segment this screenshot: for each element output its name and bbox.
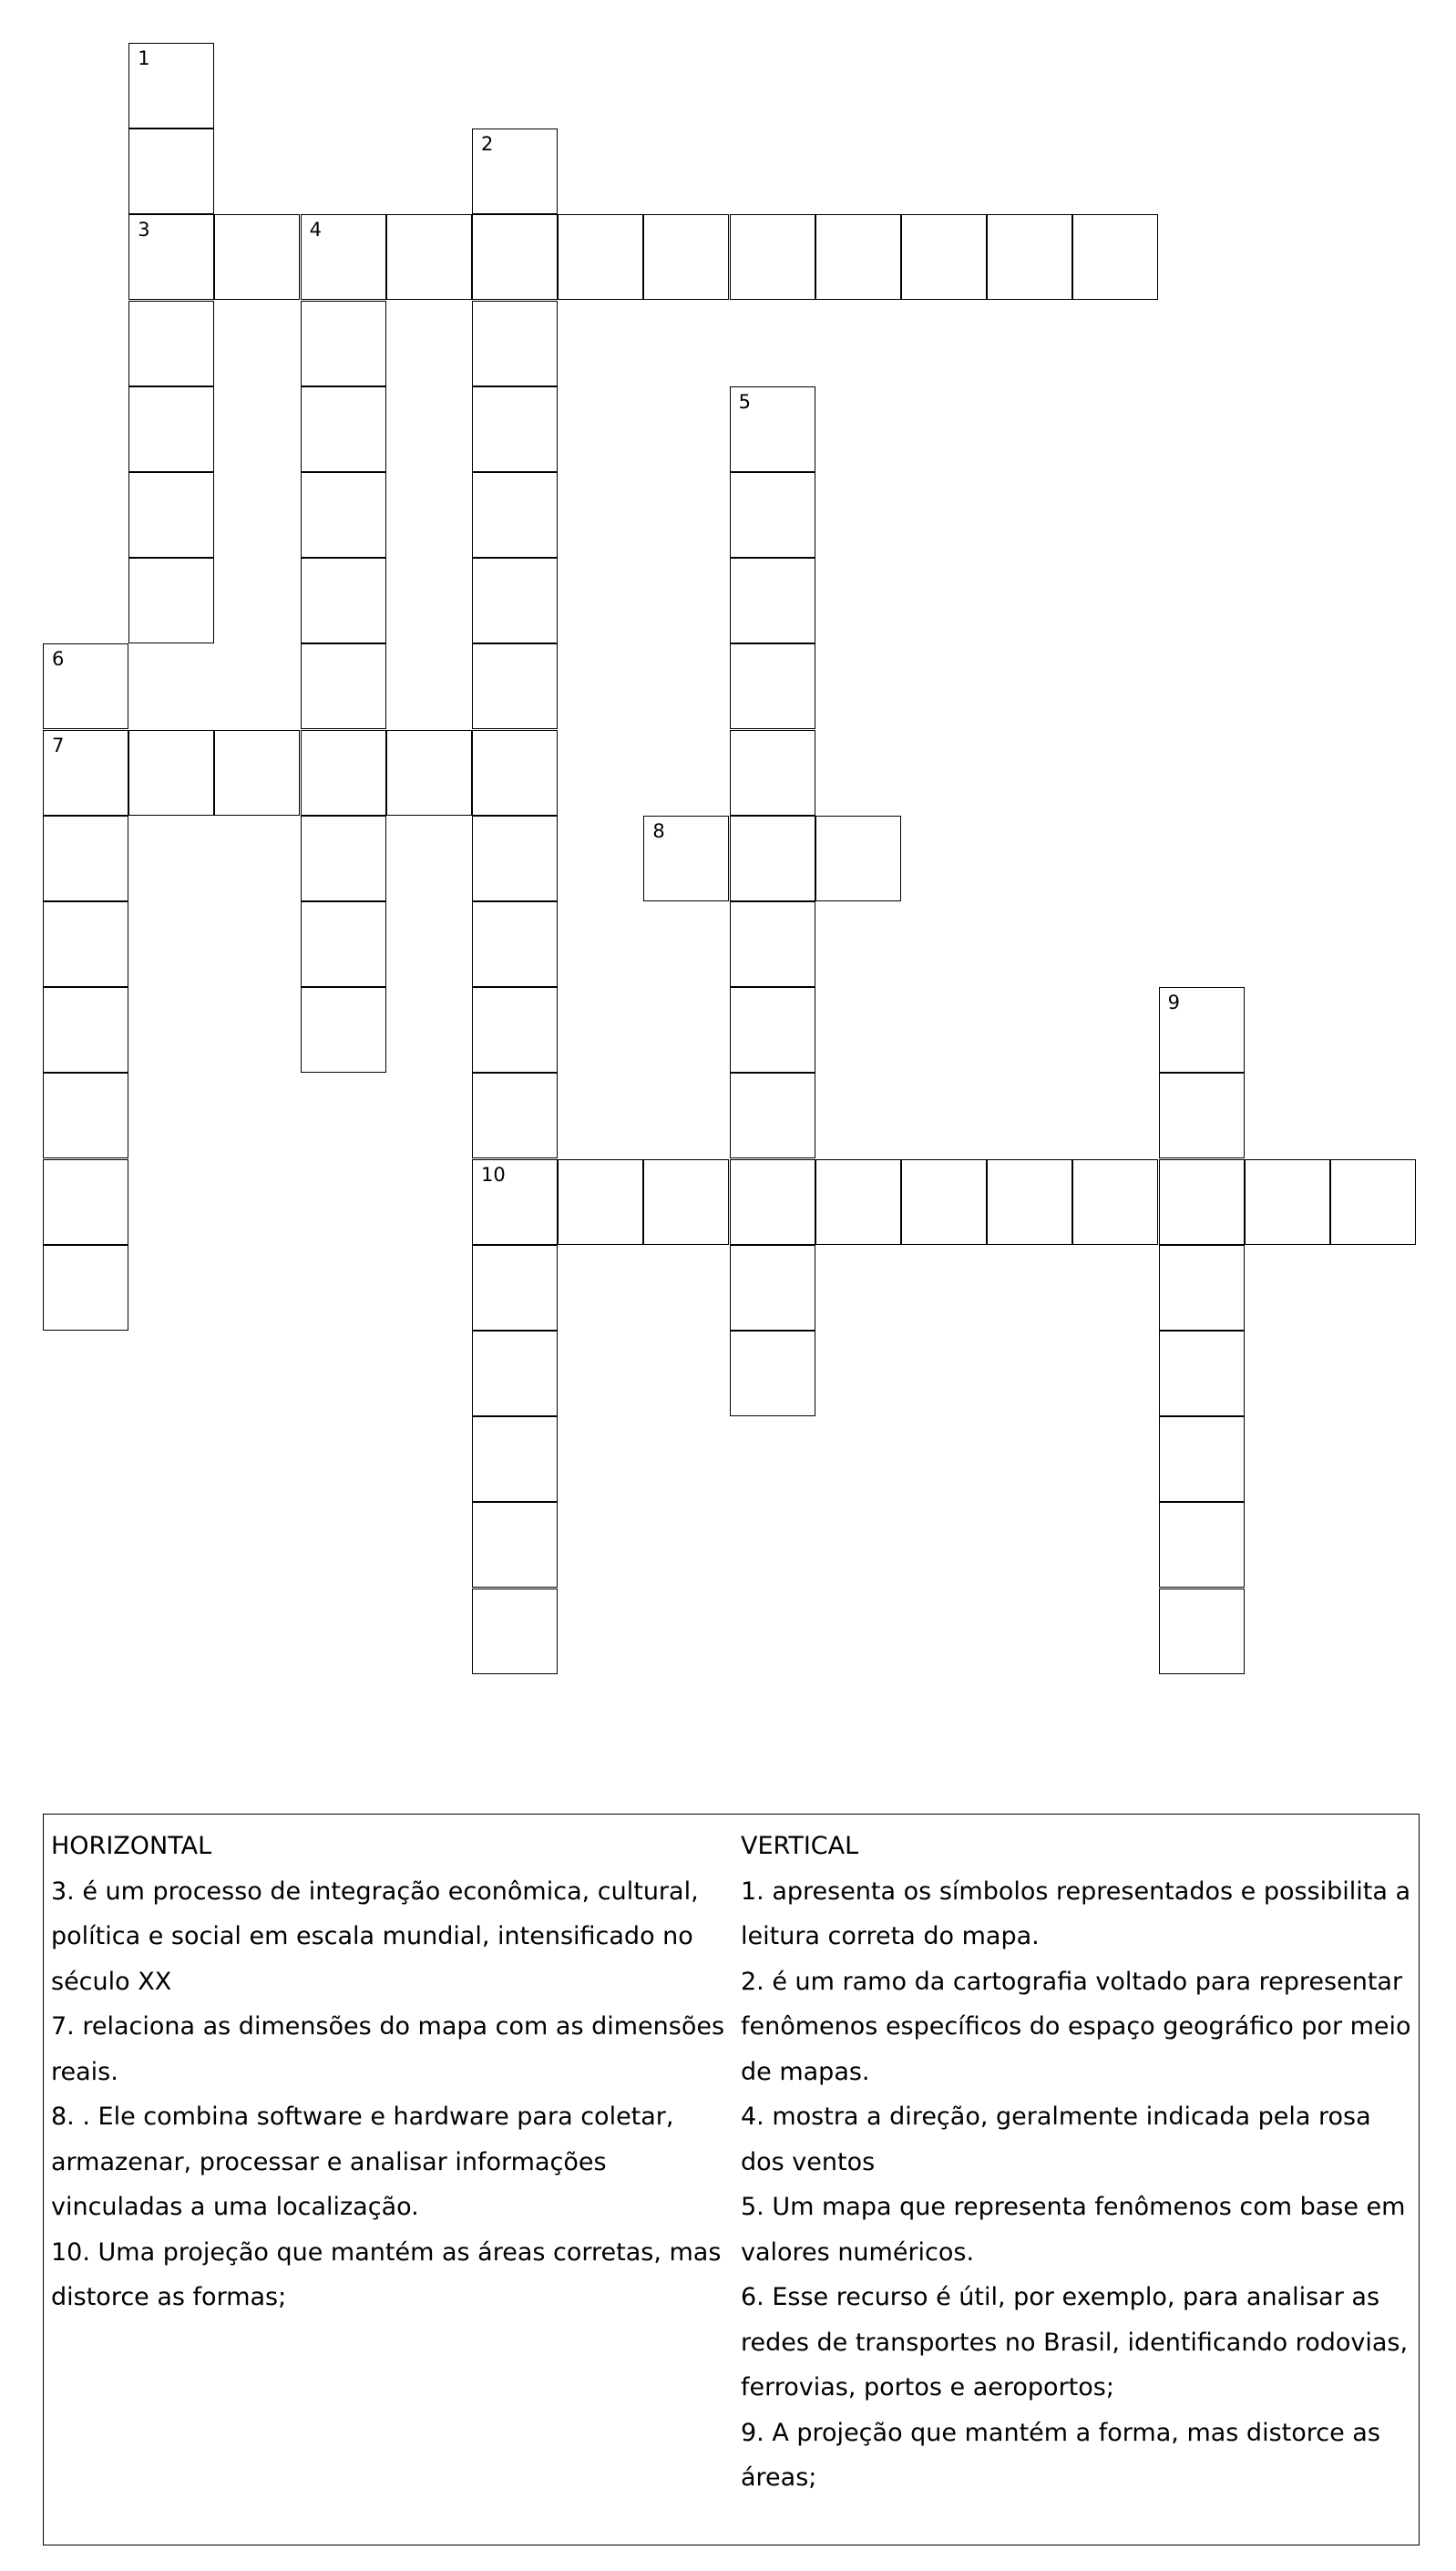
horizontal-clue-line: 10. Uma projeção que mantém as áreas corretas, mas: [51, 2237, 722, 2267]
crossword-cell[interactable]: [472, 901, 558, 987]
crossword-cell[interactable]: [214, 730, 300, 816]
horizontal-clue-line: reais.: [51, 2057, 118, 2086]
crossword-cell[interactable]: [43, 901, 128, 987]
crossword-cell[interactable]: [730, 1159, 815, 1245]
crossword-cell[interactable]: [901, 214, 987, 300]
crossword-cell[interactable]: [815, 816, 901, 901]
crossword-cell[interactable]: [1159, 1245, 1245, 1331]
vertical-heading: VERTICAL: [741, 1832, 859, 1860]
crossword-cell[interactable]: [730, 1331, 815, 1416]
crossword-cell[interactable]: [472, 1502, 558, 1588]
clue-number: 9: [1167, 992, 1180, 1014]
crossword-cell[interactable]: [472, 1416, 558, 1502]
crossword-cell[interactable]: [987, 1159, 1072, 1245]
horizontal-clue-line: política e social em escala mundial, intensificado no: [51, 1922, 693, 1950]
crossword-cell[interactable]: [643, 1159, 729, 1245]
clue-box: [43, 1814, 1420, 2545]
crossword-cell[interactable]: [1159, 1416, 1245, 1502]
crossword-cell[interactable]: [472, 1159, 558, 1245]
crossword-cell[interactable]: [301, 386, 386, 472]
horizontal-clue-line: vinculadas a uma localização.: [51, 2193, 419, 2221]
horizontal-clue-line: armazenar, processar e analisar informações: [51, 2147, 607, 2176]
crossword-cell[interactable]: [43, 987, 128, 1073]
crossword-cell[interactable]: [43, 1073, 128, 1158]
crossword-cell[interactable]: [1159, 1073, 1245, 1158]
crossword-cell[interactable]: [472, 816, 558, 901]
crossword-cell[interactable]: [128, 43, 214, 129]
vertical-clue-line: 4. mostra a direção, geralmente indicada pela rosa: [741, 2103, 1371, 2131]
crossword-cell[interactable]: [43, 730, 128, 816]
horizontal-heading: HORIZONTAL: [51, 1832, 212, 1860]
crossword-cell[interactable]: [301, 730, 386, 816]
crossword-cell[interactable]: [558, 214, 643, 300]
vertical-clue-line: 5. Um mapa que representa fenômenos com base em: [741, 2193, 1406, 2221]
crossword-cell[interactable]: [730, 1073, 815, 1158]
crossword-cell[interactable]: [1072, 214, 1158, 300]
clue-number: 4: [309, 219, 322, 242]
vertical-clue-line: áreas;: [741, 2463, 817, 2492]
crossword-cell[interactable]: [730, 1245, 815, 1331]
vertical-clue-line: 9. A projeção que mantém a forma, mas distorce as: [741, 2418, 1380, 2447]
horizontal-clues: [51, 1824, 729, 2320]
horizontal-clue-line: 7. relaciona as dimensões do mapa com as dimensões: [51, 2012, 725, 2041]
crossword-cell[interactable]: [558, 1159, 643, 1245]
crossword-cell[interactable]: [128, 730, 214, 816]
crossword-cell[interactable]: [730, 472, 815, 558]
vertical-clue-line: redes de transportes no Brasil, identificando rodovias,: [741, 2328, 1409, 2357]
crossword-cell[interactable]: [643, 214, 729, 300]
crossword-cell[interactable]: [1159, 1159, 1245, 1245]
crossword-cell[interactable]: [472, 214, 558, 300]
crossword-cell[interactable]: [987, 214, 1072, 300]
crossword-cell[interactable]: [472, 386, 558, 472]
crossword-cell[interactable]: [43, 1159, 128, 1245]
crossword-cell[interactable]: [815, 1159, 901, 1245]
vertical-clue-line: valores numéricos.: [741, 2237, 975, 2267]
crossword-cell[interactable]: [730, 558, 815, 643]
crossword-cell[interactable]: [1159, 1502, 1245, 1588]
crossword-cell[interactable]: [301, 643, 386, 729]
crossword-cell[interactable]: [730, 214, 815, 300]
crossword-cell[interactable]: [301, 558, 386, 643]
crossword-cell[interactable]: [1159, 1589, 1245, 1674]
clue-number: 10: [481, 1163, 506, 1186]
clue-number: 3: [138, 219, 150, 242]
clue-number: 8: [652, 819, 665, 842]
horizontal-clue-line: 8. . Ele combina software e hardware para coletar,: [51, 2103, 674, 2131]
crossword-cell[interactable]: [1330, 1159, 1416, 1245]
horizontal-clue-line: 3. é um processo de integração econômica, cultural,: [51, 1877, 699, 1906]
horizontal-clue-line: século XX: [51, 1967, 172, 1996]
crossword-cell[interactable]: [43, 816, 128, 901]
crossword-cell[interactable]: [643, 816, 729, 901]
crossword-cell[interactable]: [472, 730, 558, 816]
crossword-cell[interactable]: [128, 558, 214, 643]
crossword-cell[interactable]: [472, 1589, 558, 1674]
vertical-clue-line: leitura correta do mapa.: [741, 1922, 1040, 1950]
crossword-cell[interactable]: [301, 987, 386, 1073]
crossword-cell[interactable]: [1159, 987, 1245, 1073]
crossword-cell[interactable]: [901, 1159, 987, 1245]
crossword-cell[interactable]: [472, 558, 558, 643]
crossword-cell[interactable]: [128, 472, 214, 558]
crossword-cell[interactable]: [301, 901, 386, 987]
vertical-clues: [741, 1824, 1415, 2501]
vertical-clue-line: 1. apresenta os símbolos representados e possibilita a: [741, 1877, 1411, 1906]
crossword-cell[interactable]: [472, 1073, 558, 1158]
clue-number: 5: [738, 390, 751, 413]
crossword-cell[interactable]: [1159, 1331, 1245, 1416]
crossword-cell[interactable]: [472, 301, 558, 386]
crossword-cell[interactable]: [43, 1245, 128, 1331]
vertical-clue-line: 6. Esse recurso é útil, por exemplo, para analisar as: [741, 2283, 1380, 2311]
crossword-cell[interactable]: [730, 730, 815, 816]
crossword-cell[interactable]: [128, 214, 214, 300]
crossword-cell[interactable]: [128, 386, 214, 472]
crossword-cell[interactable]: [730, 901, 815, 987]
crossword-cell[interactable]: [730, 643, 815, 729]
crossword-cell[interactable]: [730, 386, 815, 472]
vertical-clue-line: dos ventos: [741, 2147, 876, 2176]
crossword-cell[interactable]: [815, 214, 901, 300]
horizontal-clue-line: distorce as formas;: [51, 2283, 287, 2311]
crossword-cell[interactable]: [1072, 1159, 1158, 1245]
crossword-cell[interactable]: [301, 301, 386, 386]
crossword-cell[interactable]: [472, 129, 558, 214]
crossword-cell[interactable]: [43, 643, 128, 729]
crossword-cell[interactable]: [472, 643, 558, 729]
crossword-cell[interactable]: [472, 472, 558, 558]
crossword-cell[interactable]: [730, 987, 815, 1073]
crossword-cell[interactable]: [128, 301, 214, 386]
vertical-clue-line: 2. é um ramo da cartografia voltado para representar: [741, 1967, 1403, 1996]
vertical-clue-line: fenômenos específicos do espaço geográfico por meio: [741, 2012, 1411, 2041]
crossword-cell[interactable]: [301, 472, 386, 558]
crossword-cell[interactable]: [472, 987, 558, 1073]
crossword-cell[interactable]: [301, 214, 386, 300]
crossword-cell[interactable]: [386, 730, 472, 816]
crossword-cell[interactable]: [730, 816, 815, 901]
vertical-clue-line: ferrovias, portos e aeroportos;: [741, 2373, 1114, 2401]
crossword-cell[interactable]: [472, 1245, 558, 1331]
crossword-cell[interactable]: [214, 214, 300, 300]
clue-number: 1: [138, 47, 150, 69]
crossword-cell[interactable]: [301, 816, 386, 901]
crossword-cell[interactable]: [1245, 1159, 1330, 1245]
vertical-clue-line: de mapas.: [741, 2057, 870, 2086]
crossword-cell[interactable]: [386, 214, 472, 300]
crossword-cell[interactable]: [472, 1331, 558, 1416]
clue-number: 7: [52, 734, 65, 756]
crossword-cell[interactable]: [128, 129, 214, 214]
clue-number: 2: [481, 133, 494, 156]
clue-number: 6: [52, 648, 65, 671]
